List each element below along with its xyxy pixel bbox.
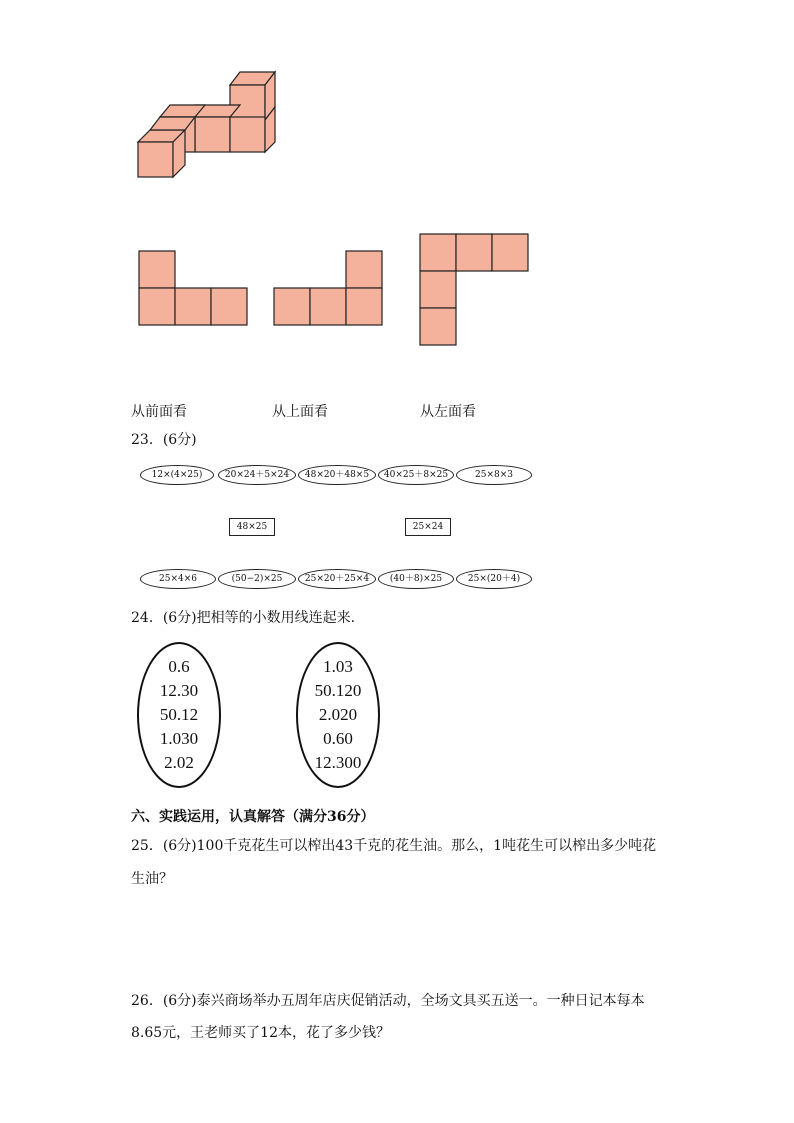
left-view-label: 从左面看 [420, 404, 476, 420]
front-view-label: 从前面看 [131, 404, 187, 420]
expr-top-1: 12×(4×25) [140, 465, 214, 485]
expr-top-2: 20×24＋5×24 [218, 465, 296, 485]
q23-label: 23．(6分) [131, 432, 197, 448]
expr-top-4: 40×25＋8×25 [378, 465, 454, 485]
expr-bottom-5: 25×(20＋4) [456, 569, 532, 589]
left-value: 50.12 [159, 705, 199, 724]
expr-box-2: 25×24 [405, 518, 451, 536]
q25-line-1: 25．(6分)100千克花生可以榨出43千克的花生油。那么，1吨花生可以榨出多少吨花 [131, 838, 657, 854]
expr-bottom-4: (40＋8)×25 [378, 569, 454, 589]
front-view-figure [138, 250, 250, 330]
right-value: 2.020 [318, 705, 358, 724]
q26-line-2: 8.65元，王老师买了12本，花了多少钱？ [131, 1025, 390, 1041]
right-decimal-ellipse [296, 642, 380, 788]
expr-bottom-2: (50−2)×25 [218, 569, 296, 589]
right-value: 1.03 [323, 657, 353, 676]
left-value: 12.30 [159, 681, 199, 700]
expr-bottom-1: 25×4×6 [140, 569, 216, 589]
q24-label: 24．(6分)把相等的小数用线连起来. [131, 610, 356, 626]
expr-top-5: 25×8×3 [456, 465, 532, 485]
top-view-figure [273, 250, 385, 330]
right-value: 0.60 [323, 729, 353, 748]
expr-box-1: 48×25 [229, 518, 275, 536]
left-value: 0.6 [168, 657, 190, 676]
section-6-title: 六、实践运用，认真解答（满分36分） [131, 809, 375, 825]
left-view-figure [419, 233, 531, 349]
expr-top-3: 48×20＋48×5 [298, 465, 376, 485]
right-value: 12.300 [314, 753, 362, 772]
cube-stack-figure [130, 65, 290, 185]
left-value: 2.02 [164, 753, 194, 772]
q25-line-2: 生油？ [131, 871, 173, 887]
left-decimal-ellipse [137, 642, 221, 788]
q26-line-1: 26．(6分)泰兴商场举办五周年店庆促销活动，全场文具买五送一。一种日记本每本 [131, 993, 645, 1009]
top-view-label: 从上面看 [272, 404, 328, 420]
left-value: 1.030 [159, 729, 199, 748]
expr-bottom-3: 25×20＋25×4 [298, 569, 376, 589]
right-value: 50.120 [314, 681, 362, 700]
